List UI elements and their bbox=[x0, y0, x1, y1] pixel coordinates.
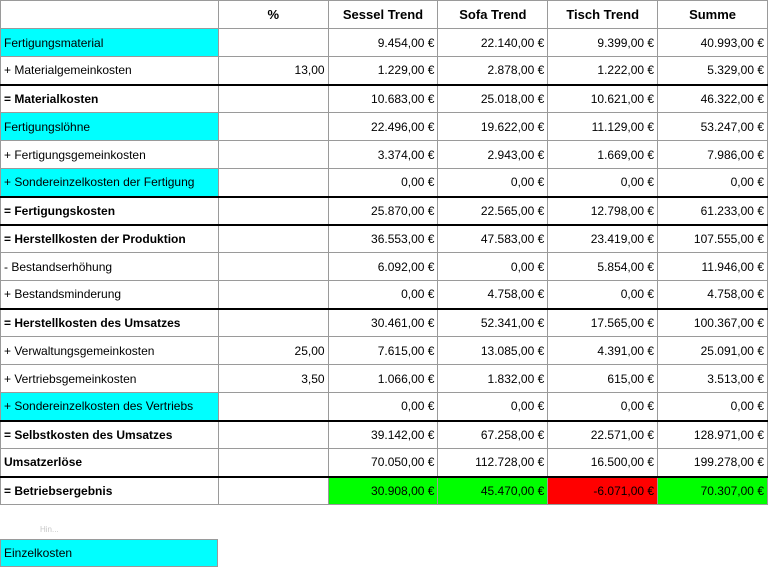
row-label-cell[interactable]: = Betriebsergebnis bbox=[1, 477, 219, 505]
einzelkosten-label-cell[interactable]: Einzelkosten bbox=[0, 539, 218, 567]
value-cell[interactable]: 36.553,00 € bbox=[328, 225, 438, 253]
value-cell[interactable]: 67.258,00 € bbox=[438, 421, 548, 449]
row-label-cell[interactable]: + Verwaltungsgemeinkosten bbox=[1, 337, 219, 365]
value-cell[interactable]: 6.092,00 € bbox=[328, 253, 438, 281]
table-row bbox=[1, 57, 768, 85]
percent-cell[interactable] bbox=[218, 421, 328, 449]
header-cell[interactable]: Sofa Trend bbox=[438, 1, 548, 29]
value-cell[interactable]: 9.454,00 € bbox=[328, 29, 438, 57]
row-label-cell[interactable]: = Fertigungskosten bbox=[1, 197, 219, 225]
percent-cell[interactable] bbox=[218, 393, 328, 421]
row-label-cell[interactable]: = Herstellkosten der Produktion bbox=[1, 225, 219, 253]
header-cell[interactable]: Summe bbox=[658, 1, 768, 29]
row-label-cell[interactable]: Umsatzerlöse bbox=[1, 449, 219, 477]
table-row bbox=[1, 393, 768, 421]
value-cell[interactable]: 17.565,00 € bbox=[548, 309, 658, 337]
table-row bbox=[1, 337, 768, 365]
value-cell[interactable]: 30.908,00 € bbox=[328, 477, 438, 505]
faint-note: Hin... bbox=[40, 525, 59, 534]
value-cell[interactable]: 615,00 € bbox=[548, 365, 658, 393]
percent-cell[interactable] bbox=[218, 85, 328, 113]
row-label-cell[interactable]: + Fertigungsgemeinkosten bbox=[1, 141, 219, 169]
percent-cell[interactable] bbox=[218, 197, 328, 225]
value-cell[interactable]: 4.758,00 € bbox=[438, 281, 548, 309]
header-cell[interactable]: Sessel Trend bbox=[328, 1, 438, 29]
header-cell[interactable]: Tisch Trend bbox=[548, 1, 658, 29]
value-cell[interactable]: 0,00 € bbox=[548, 169, 658, 197]
value-cell[interactable]: 2.878,00 € bbox=[438, 57, 548, 85]
value-cell[interactable]: 10.621,00 € bbox=[548, 85, 658, 113]
value-cell[interactable]: 1.832,00 € bbox=[438, 365, 548, 393]
percent-cell[interactable] bbox=[218, 477, 328, 505]
row-label-cell[interactable]: = Selbstkosten des Umsatzes bbox=[1, 421, 219, 449]
row-label-cell[interactable]: + Sondereinzelkosten der Fertigung bbox=[1, 169, 219, 197]
table-row bbox=[1, 113, 768, 141]
table-row bbox=[1, 281, 768, 309]
value-cell[interactable]: 30.461,00 € bbox=[328, 309, 438, 337]
value-cell[interactable]: 70.050,00 € bbox=[328, 449, 438, 477]
percent-cell[interactable] bbox=[218, 449, 328, 477]
value-cell[interactable]: 40.993,00 € bbox=[658, 29, 768, 57]
table-row bbox=[1, 253, 768, 281]
value-cell[interactable]: 0,00 € bbox=[328, 169, 438, 197]
row-label-cell[interactable]: + Bestandsminderung bbox=[1, 281, 219, 309]
value-cell[interactable]: 22.496,00 € bbox=[328, 113, 438, 141]
value-cell[interactable]: 112.728,00 € bbox=[438, 449, 548, 477]
value-cell[interactable]: 22.140,00 € bbox=[438, 29, 548, 57]
value-cell[interactable]: 0,00 € bbox=[438, 253, 548, 281]
header-row bbox=[1, 1, 768, 29]
value-cell[interactable]: 5.329,00 € bbox=[658, 57, 768, 85]
value-cell[interactable]: 12.798,00 € bbox=[548, 197, 658, 225]
value-cell[interactable]: 7.986,00 € bbox=[658, 141, 768, 169]
percent-cell[interactable] bbox=[218, 113, 328, 141]
value-cell[interactable]: 1.066,00 € bbox=[328, 365, 438, 393]
value-cell[interactable]: 46.322,00 € bbox=[658, 85, 768, 113]
value-cell[interactable]: 0,00 € bbox=[658, 169, 768, 197]
value-cell[interactable]: 7.615,00 € bbox=[328, 337, 438, 365]
header-cell[interactable] bbox=[1, 1, 219, 29]
row-label-cell[interactable]: = Materialkosten bbox=[1, 85, 219, 113]
value-cell[interactable]: 25.870,00 € bbox=[328, 197, 438, 225]
value-cell[interactable]: 100.367,00 € bbox=[658, 309, 768, 337]
table-row bbox=[1, 309, 768, 337]
value-cell[interactable]: 22.565,00 € bbox=[438, 197, 548, 225]
value-cell[interactable]: 52.341,00 € bbox=[438, 309, 548, 337]
percent-cell[interactable] bbox=[218, 309, 328, 337]
value-cell[interactable]: 0,00 € bbox=[658, 393, 768, 421]
table-row bbox=[1, 29, 768, 57]
value-cell[interactable]: 70.307,00 € bbox=[658, 477, 768, 505]
percent-cell[interactable] bbox=[218, 141, 328, 169]
table-row bbox=[1, 169, 768, 197]
value-cell[interactable]: 199.278,00 € bbox=[658, 449, 768, 477]
value-cell[interactable]: 3.513,00 € bbox=[658, 365, 768, 393]
table-row bbox=[1, 421, 768, 449]
value-cell[interactable]: 1.222,00 € bbox=[548, 57, 658, 85]
value-cell[interactable]: 128.971,00 € bbox=[658, 421, 768, 449]
percent-cell[interactable]: 3,50 bbox=[218, 365, 328, 393]
table-row bbox=[1, 141, 768, 169]
value-cell[interactable]: 0,00 € bbox=[438, 169, 548, 197]
value-cell[interactable]: 22.571,00 € bbox=[548, 421, 658, 449]
value-cell[interactable]: 25.091,00 € bbox=[658, 337, 768, 365]
value-cell[interactable]: 45.470,00 € bbox=[438, 477, 548, 505]
table-row bbox=[1, 477, 768, 505]
percent-cell[interactable] bbox=[218, 29, 328, 57]
value-cell[interactable]: 25.018,00 € bbox=[438, 85, 548, 113]
row-label-cell[interactable]: + Vertriebsgemeinkosten bbox=[1, 365, 219, 393]
value-cell[interactable]: 5.854,00 € bbox=[548, 253, 658, 281]
value-cell[interactable]: 4.758,00 € bbox=[658, 281, 768, 309]
value-cell[interactable]: 61.233,00 € bbox=[658, 197, 768, 225]
value-cell[interactable]: 1.669,00 € bbox=[548, 141, 658, 169]
percent-cell[interactable] bbox=[218, 281, 328, 309]
table-row bbox=[1, 365, 768, 393]
value-cell[interactable]: 0,00 € bbox=[548, 393, 658, 421]
row-label-cell[interactable]: = Herstellkosten des Umsatzes bbox=[1, 309, 219, 337]
value-cell[interactable]: 3.374,00 € bbox=[328, 141, 438, 169]
value-cell[interactable]: 47.583,00 € bbox=[438, 225, 548, 253]
value-cell[interactable]: 53.247,00 € bbox=[658, 113, 768, 141]
value-cell[interactable]: 16.500,00 € bbox=[548, 449, 658, 477]
value-cell[interactable]: 1.229,00 € bbox=[328, 57, 438, 85]
value-cell[interactable]: 4.391,00 € bbox=[548, 337, 658, 365]
value-cell[interactable]: 11.129,00 € bbox=[548, 113, 658, 141]
row-label-cell[interactable]: + Materialgemeinkosten bbox=[1, 57, 219, 85]
row-label-cell[interactable]: + Sondereinzelkosten des Vertriebs bbox=[1, 393, 219, 421]
percent-cell[interactable]: 25,00 bbox=[218, 337, 328, 365]
value-cell[interactable]: 0,00 € bbox=[548, 281, 658, 309]
header-cell[interactable]: % bbox=[218, 1, 328, 29]
value-cell[interactable]: 0,00 € bbox=[438, 393, 548, 421]
row-label-cell[interactable]: - Bestandserhöhung bbox=[1, 253, 219, 281]
row-label-cell[interactable]: Fertigungslöhne bbox=[1, 113, 219, 141]
table-row bbox=[1, 449, 768, 477]
value-cell[interactable]: 10.683,00 € bbox=[328, 85, 438, 113]
table-row bbox=[1, 197, 768, 225]
value-cell[interactable]: 0,00 € bbox=[328, 281, 438, 309]
table-row bbox=[1, 85, 768, 113]
value-cell[interactable]: 107.555,00 € bbox=[658, 225, 768, 253]
value-cell[interactable]: 9.399,00 € bbox=[548, 29, 658, 57]
percent-cell[interactable] bbox=[218, 169, 328, 197]
row-label-cell[interactable]: Fertigungsmaterial bbox=[1, 29, 219, 57]
percent-cell[interactable]: 13,00 bbox=[218, 57, 328, 85]
value-cell[interactable]: 11.946,00 € bbox=[658, 253, 768, 281]
value-cell[interactable]: -6.071,00 € bbox=[548, 477, 658, 505]
value-cell[interactable]: 0,00 € bbox=[328, 393, 438, 421]
value-cell[interactable]: 23.419,00 € bbox=[548, 225, 658, 253]
value-cell[interactable]: 2.943,00 € bbox=[438, 141, 548, 169]
value-cell[interactable]: 19.622,00 € bbox=[438, 113, 548, 141]
percent-cell[interactable] bbox=[218, 253, 328, 281]
value-cell[interactable]: 39.142,00 € bbox=[328, 421, 438, 449]
value-cell[interactable]: 13.085,00 € bbox=[438, 337, 548, 365]
percent-cell[interactable] bbox=[218, 225, 328, 253]
table-row bbox=[1, 225, 768, 253]
